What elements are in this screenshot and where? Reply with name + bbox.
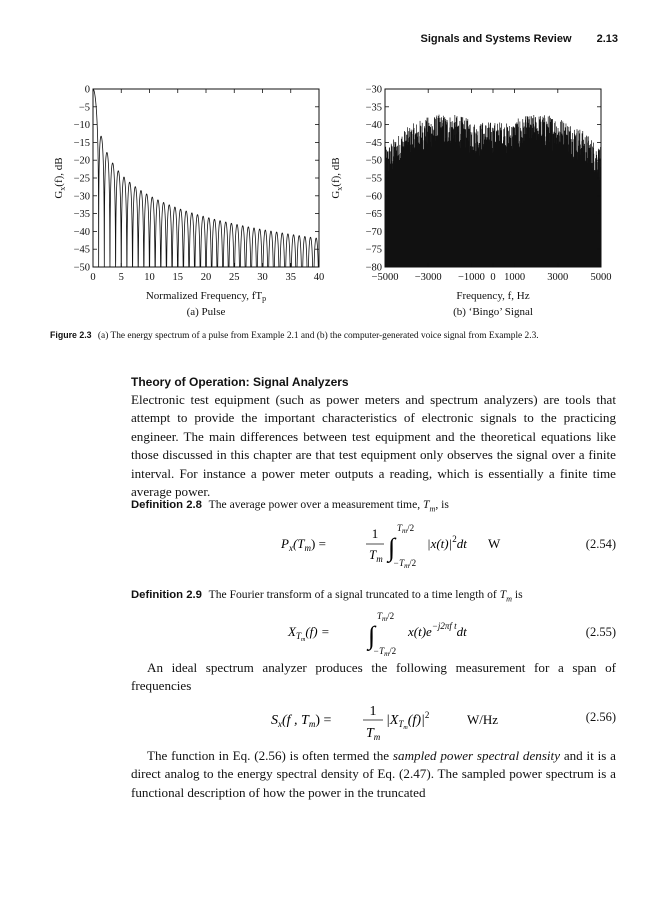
y-tick-label: −45 <box>365 137 382 149</box>
equation-2-55-number: (2.55) <box>585 625 616 639</box>
chart-a-xlabel: Normalized Frequency, fTp <box>145 290 267 303</box>
y-tick-label: −70 <box>365 226 382 238</box>
equation-2-55 <box>131 605 616 661</box>
page-number: 2.13 <box>596 33 618 45</box>
x-tick-label: 10 <box>144 272 155 283</box>
figure-caption <box>50 329 616 342</box>
definition-2-8-label: Definition 2.8 <box>131 499 202 511</box>
y-tick-label: −30 <box>73 191 90 203</box>
svg-text:Tm: $T_m$ <box>366 726 381 742</box>
equation-2-54-body <box>131 520 531 576</box>
definition-2-9: Definition 2.9 The Fourier transform of a signal truncated to a time length of $T_m$ is <box>131 588 523 604</box>
x-tick-label: 0 <box>90 272 96 283</box>
running-header <box>421 33 619 45</box>
y-tick-label: −40 <box>365 120 382 132</box>
y-tick-label: −5 <box>78 102 90 114</box>
integral-sign: ∫ <box>368 621 376 650</box>
definition-2-8: Definition 2.8 The average power over a measurement time, $T_m$, is <box>131 498 449 514</box>
svg-text:x(t)e−j2πf tdt: $x(t)e^{-j2\pi f t}dt$ <box>408 621 467 639</box>
svg-text:Tm: $T_m$ <box>369 547 383 564</box>
equation-2-56-body <box>131 702 551 748</box>
x-tick-label: 1000 <box>504 272 526 283</box>
caption-text: (a) The energy spectrum of a pulse from Example 2.1 and (b) the computer-generated voice signal from Example 2.3. <box>97 331 539 341</box>
paragraph-1: Electronic test equipment (such as power meters and spectrum analyzers) are tools that attempt to provide the important characteristics of electronic signals to the practicing engineer. The main differences between test equipment and the theoretical equations like those discussed in this chapter are that test equipment only observes the signal over a finite interval. For instance a power meter outputs a reading, which is essentially a finite time average power. <box>131 392 616 500</box>
y-tick-label: −40 <box>73 226 90 238</box>
y-tick-label: −80 <box>365 262 382 274</box>
y-tick-label: −35 <box>73 209 90 221</box>
svg-text:Tm/2: $T_m/2$ <box>397 523 415 535</box>
x-tick-label: 5000 <box>590 272 612 283</box>
chart-b-ylabel-sub: x <box>335 186 344 191</box>
caption-label: Figure 2.3 <box>50 330 92 340</box>
paragraph-3: The function in Eq. (2.56) is often termed the sampled power spectral density and it is a direct analog to the energy spectral density of Eq. (2.47). The sampled power spectrum is a functional description of how the power in the truncated <box>131 748 616 800</box>
equation-2-54-number: (2.54) <box>585 537 616 551</box>
equation-2-54 <box>131 520 616 576</box>
chart-b-series-line <box>385 115 601 267</box>
x-tick-label: −5000 <box>371 272 399 283</box>
chart-a-xlabel-sub: p <box>262 294 267 303</box>
figure-2-3 <box>40 78 630 328</box>
y-tick-label: −30 <box>365 84 382 96</box>
paragraph-2: An ideal spectrum analyzer produces the following measurement for a span of frequencies <box>131 660 616 694</box>
x-tick-label: 5 <box>118 272 124 283</box>
chart-a-subtitle: (a) Pulse <box>186 306 226 318</box>
y-tick-label: −10 <box>73 120 90 132</box>
y-tick-label: −60 <box>365 191 382 203</box>
x-tick-label: 15 <box>172 272 183 283</box>
x-tick-label: 30 <box>257 272 268 283</box>
equation-2-55-body <box>131 605 531 661</box>
x-tick-label: 35 <box>285 272 296 283</box>
svg-text:−Tm/2: $-T_m/2$ <box>373 646 397 658</box>
y-tick-label: −45 <box>73 244 90 256</box>
definition-2-9-label: Definition 2.9 <box>131 589 202 601</box>
chart-b <box>330 85 612 319</box>
integral-sign: ∫ <box>388 533 396 562</box>
x-tick-label: −1000 <box>457 272 485 283</box>
y-tick-label: −50 <box>73 262 90 274</box>
y-tick-label: −15 <box>73 137 90 149</box>
svg-text:−Tm/2: $-T_m/2$ <box>393 558 417 570</box>
y-tick-label: −55 <box>365 173 382 185</box>
svg-text:W/Hz: W/Hz <box>467 712 499 727</box>
chart-a-ylabel: $G_x(f)$, dB <box>53 157 67 199</box>
svg-text:|x(t)|2dt: $|x(t)|^2dt$ <box>427 534 467 551</box>
sampled-psd-term: sampled power spectral density <box>392 748 561 763</box>
chart-b-ylabel: $G_x(f)$, dB <box>330 157 344 199</box>
chart-a <box>53 85 324 319</box>
x-tick-label: 40 <box>313 272 325 283</box>
y-tick-label: 0 <box>84 84 90 96</box>
y-tick-label: −50 <box>365 155 382 167</box>
svg-text:1: 1 <box>369 704 377 719</box>
svg-text:Sx(f , Tm) =: $S_x(f$ , $T_m$) = <box>271 713 332 729</box>
y-tick-label: −65 <box>365 209 382 221</box>
svg-text:XTm(f) =: $X_Tm(f)$ = <box>288 624 330 643</box>
y-tick-label: −20 <box>73 155 90 167</box>
svg-text:1: 1 <box>371 526 379 541</box>
chart-b-xlabel: Frequency, f, Hz <box>456 290 530 302</box>
y-tick-label: −25 <box>73 173 90 185</box>
x-tick-label: −3000 <box>414 272 442 283</box>
equation-2-56-number: (2.56) <box>585 710 616 724</box>
chart-b-subtitle: (b) ‘Bingo’ Signal <box>453 306 533 318</box>
svg-text:Tm/2: $T_m/2$ <box>377 611 395 623</box>
x-tick-label: 0 <box>490 272 496 283</box>
chart-a-series-line <box>93 89 319 267</box>
running-title: Signals and Systems Review <box>420 33 572 45</box>
chart-b-spectrum <box>385 115 601 267</box>
svg-text:|XTm(f)|2: $|X_Tm(f)|^2$ <box>386 710 430 731</box>
chart-a-ylabel-sub: x <box>58 186 67 191</box>
x-tick-label: 20 <box>200 272 212 283</box>
svg-text:W: W <box>488 536 501 551</box>
x-tick-label: 3000 <box>547 272 569 283</box>
y-tick-label: −75 <box>365 244 382 256</box>
svg-text:Px(Tm) =: $P_x(T_m)$ = <box>281 536 326 553</box>
y-tick-label: −35 <box>365 102 382 114</box>
section-title: Theory of Operation: Signal Analyzers <box>131 375 349 389</box>
x-tick-label: 25 <box>229 272 240 283</box>
